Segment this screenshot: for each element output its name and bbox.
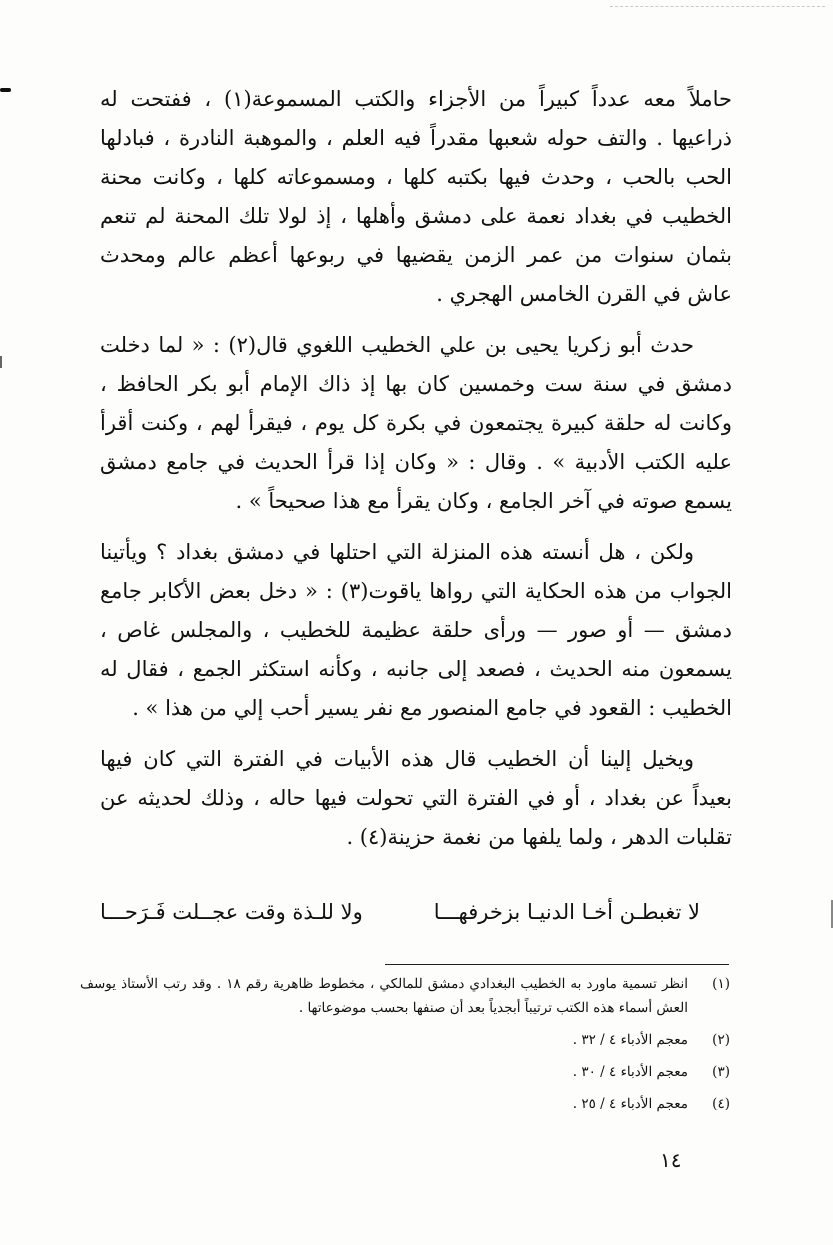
paragraph: حاملاً معه عدداً كبيراً من الأجزاء والكتب المسموعة(١) ، ففتحت له ذراعيها . والتف حوله شعبها مقدراً فيه العلم ، والموهبة النادرة ، فبادلها الحب بالحب ، وحدث فيها بكتبه كلها ، ومسموعاته كلها ، وكانت محنة الخطيب في بغداد نعمة على دمشق وأهلها ، إذ لولا تلك المحنة لم تنعم بثمان سنوات من عمر الزمن يقضيها في ربوعها أعظم عالم ومحدث عاش في القرن الخامس الهجري .: [100, 87, 732, 306]
footnote-item: [80, 1092, 730, 1116]
footnote-number: (٤): [712, 1096, 730, 1112]
paragraph: ويخيل إلينا أن الخطيب قال هذه الأبيات في الفترة التي كان فيها بعيداً عن بغداد ، أو في الفترة التي تحولت فيها حاله ، وذلك لحديثه عن تقلبات الدهر ، ولما يلفها من نغمة حزينة(٤) .: [100, 747, 732, 849]
scan-edge-dots: [610, 6, 825, 7]
scan-margin-tick: [0, 356, 2, 368]
paragraph: حدث أبو زكريا يحيى بن علي الخطيب اللغوي قال(٢) : « لما دخلت دمشق في سنة ست وخمسين كان بها إذ ذاك الإمام أبو بكر الحافظ ، وكانت له حلقة كبيرة يجتمعون في بكرة كل يوم ، فيقرأ لهم ، وكنت أقرأ عليه الكتب الأدبية » . وقال : « وكان إذا قرأ الحديث في جامع دمشق يسمع صوته في آخر الجامع ، وكان يقرأ مع هذا صحيحاً » .: [100, 333, 732, 513]
footnote-text: معجم الأدباء ٤ / ٣٢ .: [572, 1032, 688, 1048]
footnote-number: (١): [712, 976, 730, 992]
paragraph: ولكن ، هل أنسته هذه المنزلة التي احتلها في دمشق بغداد ؟ ويأتينا الجواب من هذه الحكاية التي رواها ياقوت(٣) : « دخل بعض الأكابر جامع دمشق — أو صور — ورأى حلقة عظيمة للخطيب ، والمجلس غاص ، يسمعون منه الحديث ، فصعد إلى جانبه ، وكأنه استكثر الجمع ، فقال له الخطيب : القعود في جامع المنصور مع نفر يسير أحب إلي من هذا » .: [100, 540, 732, 720]
page-number: ١٤: [660, 1148, 682, 1172]
main-text: [100, 80, 732, 869]
poem-first-hemistich: لا تغبطـن أخـا الدنيـا بزخرفهـــا: [433, 900, 700, 924]
footnotes: [80, 972, 730, 1124]
footnote-text: انظر تسمية ماورد به الخطيب البغدادي دمشق للمالكي ، مخطوط ظاهرية رقم ١٨ . وقد رتب الأستاذ يوسف العش أسماء هذه الكتب ترتيباً أبجدياً بعد أن صنفها بحسب موضوعاتها .: [80, 976, 688, 1016]
footnote-text: معجم الأدباء ٤ / ٣٠ .: [572, 1064, 688, 1080]
poem-verse: [100, 892, 700, 932]
footnote-text: معجم الأدباء ٤ / ٢٥ .: [572, 1096, 688, 1112]
footnote-item: [80, 972, 730, 1020]
footnote-number: (٢): [712, 1032, 730, 1048]
scan-margin-mark: [0, 88, 11, 92]
footnote-item: [80, 1028, 730, 1052]
poem-second-hemistich: ولا للـذة وقت عجــلت فَـرَحـــا: [100, 900, 363, 924]
footnote-item: [80, 1060, 730, 1084]
footnote-number: (٣): [712, 1064, 730, 1080]
footnote-divider: [385, 964, 729, 965]
